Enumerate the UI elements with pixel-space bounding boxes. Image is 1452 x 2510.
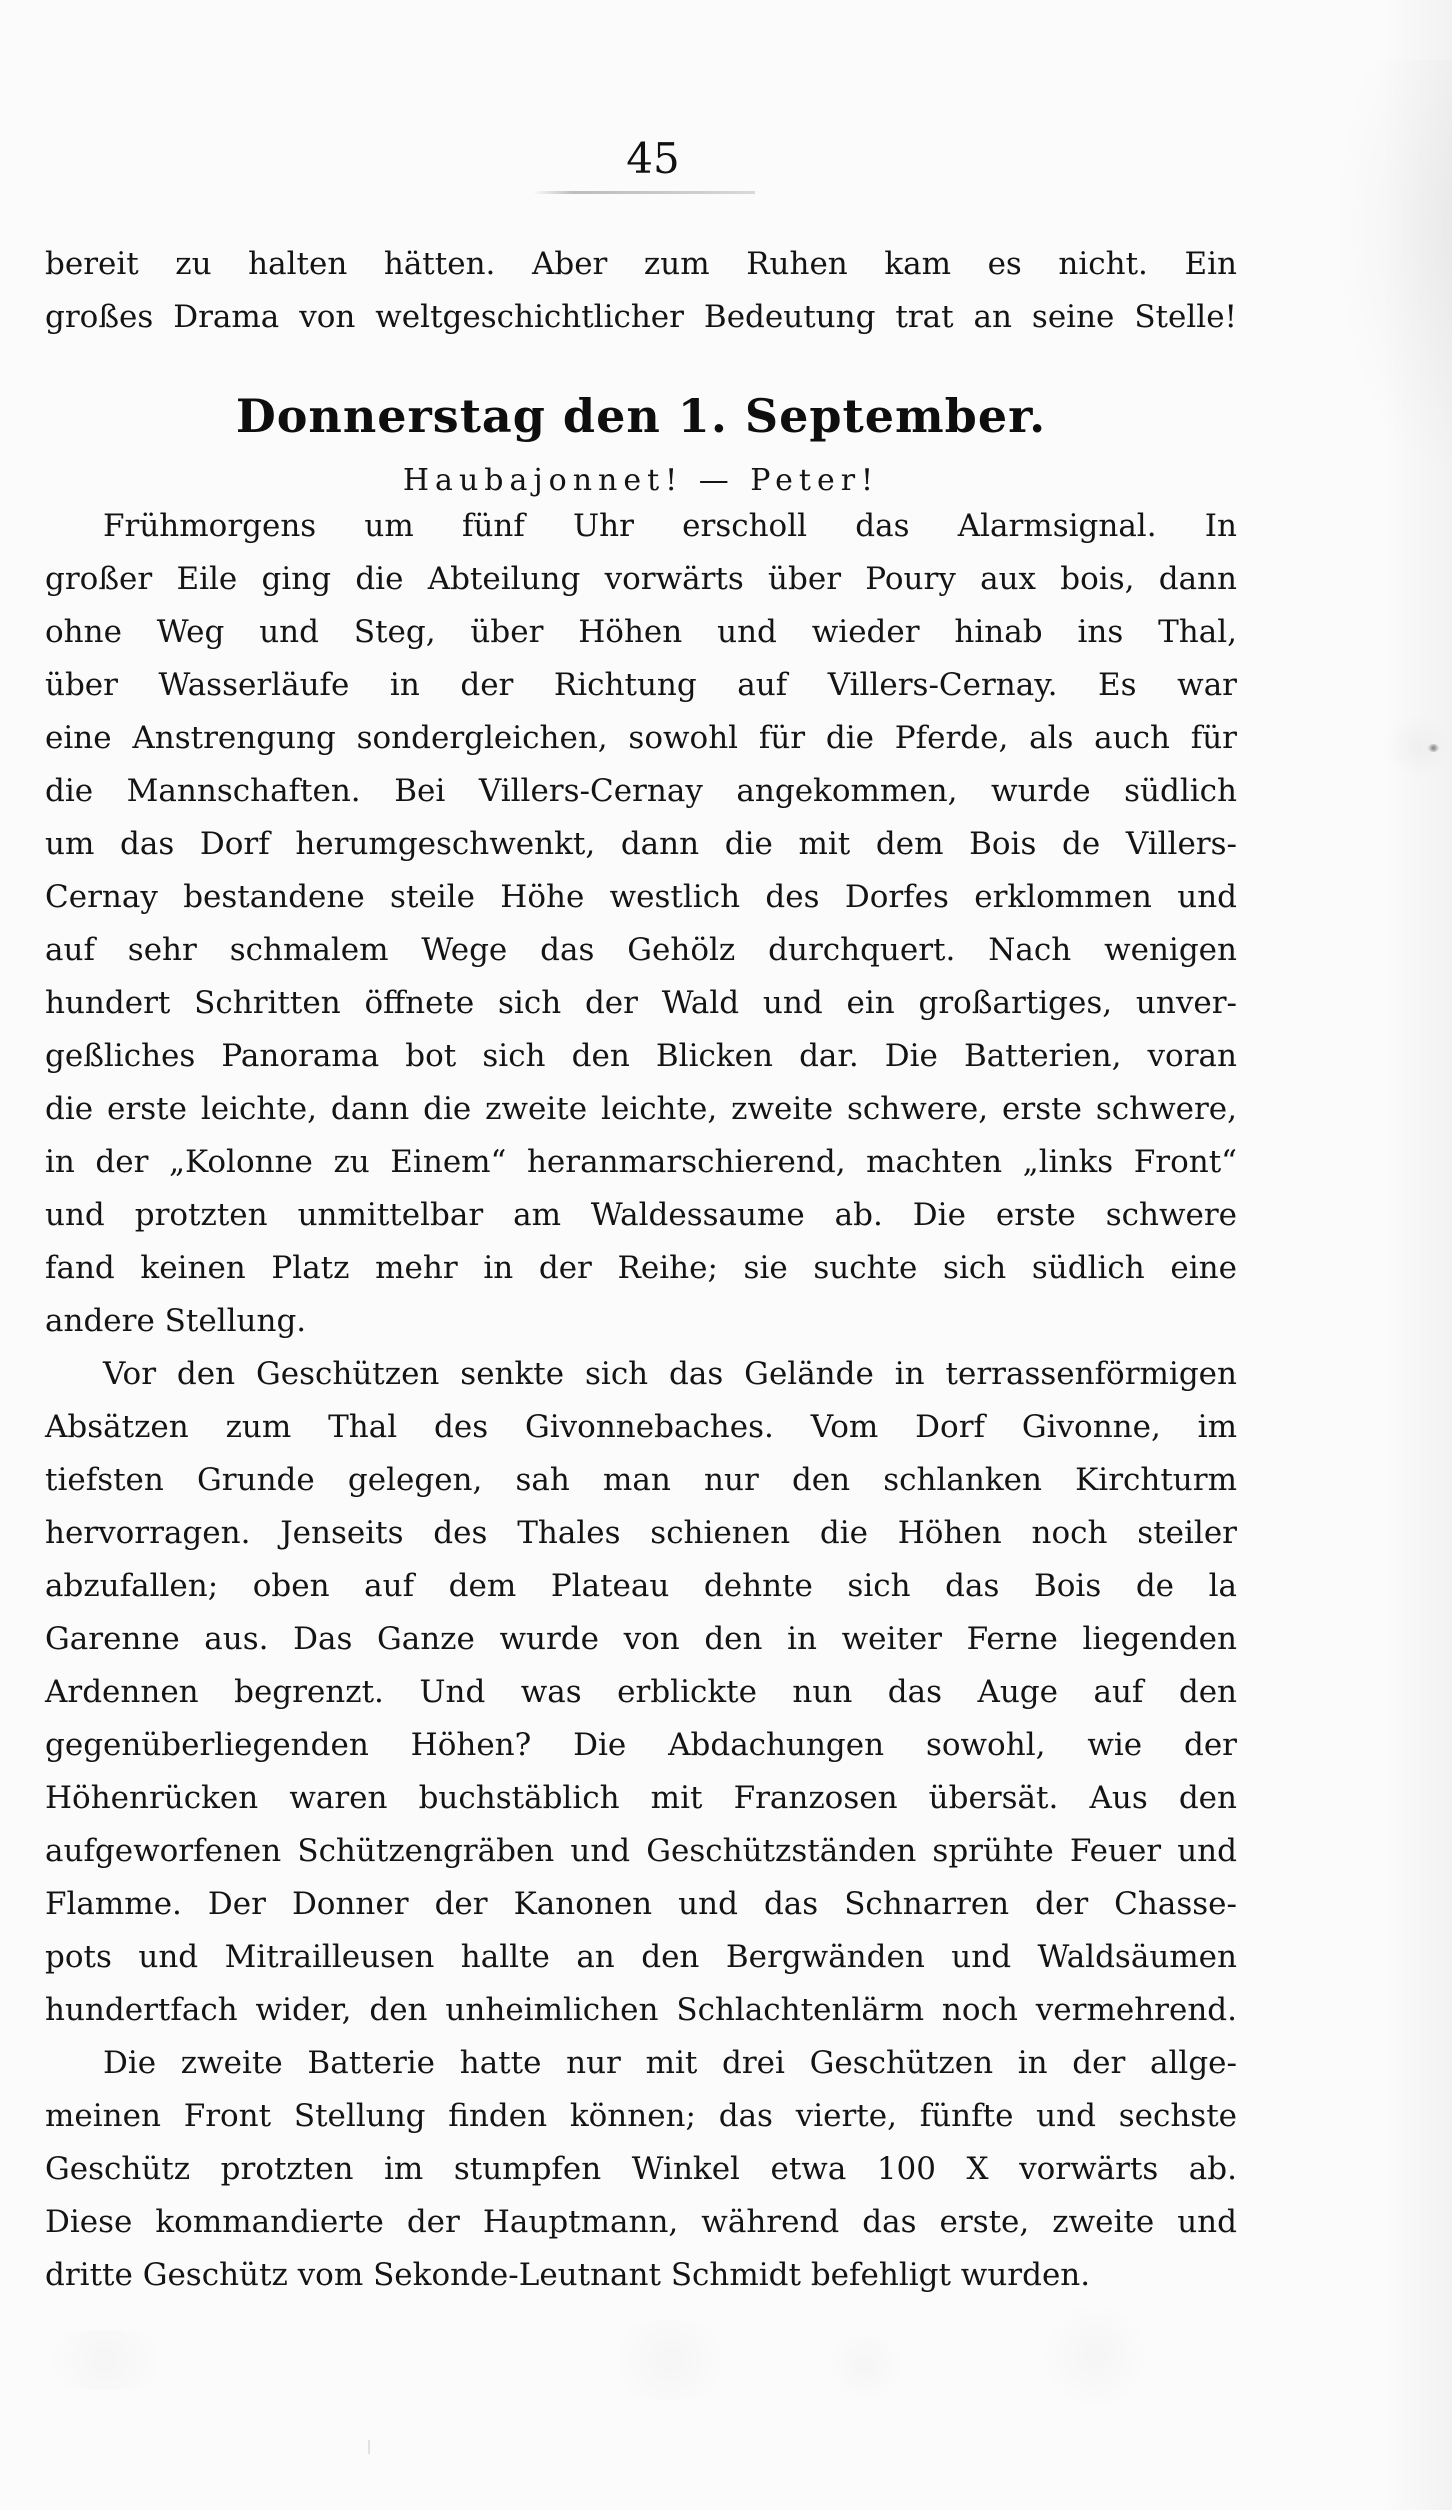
text-line: geßliches Panorama bot sich den Blicken dar. Die Batterien, voran xyxy=(45,1038,1237,1074)
text-line: um das Dorf herumgeschwenkt, dann die mit dem Bois de Villers- xyxy=(45,826,1237,862)
scan-mark xyxy=(368,2440,370,2454)
text-line: hundertfach wider, den unheimlichen Schlachtenlärm noch vermehrend. xyxy=(45,1992,1237,2028)
paragraph-panorama xyxy=(45,1348,1237,2037)
text-line: andere Stellung. xyxy=(45,1303,307,1339)
text-line: dritte Geschütz vom Sekonde-Leutnant Schmidt befehligt wurden. xyxy=(45,2257,1091,2293)
text-line: Frühmorgens um fünf Uhr erscholl das Alarmsignal. In xyxy=(103,508,1237,544)
chapter-heading: Donnerstag den 1. September. xyxy=(235,389,1047,443)
text-line: die erste leichte, dann die zweite leichte, zweite schwere, erste schwere, xyxy=(45,1091,1237,1127)
text-line: hundert Schritten öffnete sich der Wald und ein großartiges, unver- xyxy=(45,985,1237,1021)
text-line: Diese kommandierte der Hauptmann, während das erste, zweite und xyxy=(45,2204,1237,2240)
scan-ink-fleck xyxy=(1428,744,1439,752)
page-number-rule xyxy=(533,191,755,194)
text-line: großes Drama von weltgeschichtlicher Bedeutung trat an seine Stelle! xyxy=(45,299,1237,335)
scan-smudge xyxy=(1384,716,1452,778)
text-line: auf sehr schmalem Wege das Gehölz durchquert. Nach wenigen xyxy=(45,932,1237,968)
paragraph-continuation xyxy=(45,238,1237,344)
scan-smudge xyxy=(1040,2300,1150,2410)
text-line: bereit zu halten hätten. Aber zum Ruhen kam es nicht. Ein xyxy=(45,246,1237,282)
text-line: pots und Mitrailleusen hallte an den Bergwänden und Waldsäumen xyxy=(45,1939,1237,1975)
text-line: Geschütz protzten im stumpfen Winkel etwa 100 X vorwärts ab. xyxy=(45,2151,1237,2187)
scan-smudge xyxy=(30,2330,180,2390)
text-line: fand keinen Platz mehr in der Reihe; sie suchte sich südlich eine xyxy=(45,1250,1237,1286)
text-line: Vor den Geschützen senkte sich das Gelände in terrassenförmigen xyxy=(103,1356,1237,1392)
scan-smudge xyxy=(600,2320,740,2400)
paragraph-morning-march xyxy=(45,500,1237,1348)
text-line: Absätzen zum Thal des Givonnebaches. Vom Dorf Givonne, im xyxy=(45,1409,1237,1445)
text-line: Flamme. Der Donner der Kanonen und das Schnarren der Chasse- xyxy=(45,1886,1237,1922)
scan-smudge xyxy=(820,2335,910,2395)
page-number: 45 xyxy=(626,134,680,183)
text-line: gegenüberliegenden Höhen? Die Abdachungen sowohl, wie der xyxy=(45,1727,1237,1763)
paragraph-second-battery xyxy=(45,2037,1237,2302)
text-line: hervorragen. Jenseits des Thales schienen die Höhen noch steiler xyxy=(45,1515,1237,1551)
text-line: ohne Weg und Steg, über Höhen und wieder hinab ins Thal, xyxy=(45,614,1237,650)
text-line: über Wasserläufe in der Richtung auf Villers-Cernay. Es war xyxy=(45,667,1237,703)
text-line: Cernay bestandene steile Höhe westlich des Dorfes erklommen und xyxy=(45,879,1237,915)
text-line: eine Anstrengung sondergleichen, sowohl für die Pferde, als auch für xyxy=(45,720,1237,756)
text-line: die Mannschaften. Bei Villers-Cernay angekommen, wurde südlich xyxy=(45,773,1237,809)
text-line: und protzten unmittelbar am Waldessaume ab. Die erste schwere xyxy=(45,1197,1237,1233)
scan-corner-shading xyxy=(1332,60,1452,480)
text-line: abzufallen; oben auf dem Plateau dehnte sich das Bois de la xyxy=(45,1568,1237,1604)
text-line: Die zweite Batterie hatte nur mit drei Geschützen in der allge- xyxy=(103,2045,1237,2081)
text-line: Höhenrücken waren buchstäblich mit Franzosen übersät. Aus den xyxy=(45,1780,1237,1816)
text-line: meinen Front Stellung finden können; das vierte, fünfte und sechste xyxy=(45,2098,1237,2134)
text-line: in der „Kolonne zu Einem“ heranmarschierend, machten „links Front“ xyxy=(45,1144,1237,1180)
text-line: großer Eile ging die Abteilung vorwärts über Poury aux bois, dann xyxy=(45,561,1237,597)
chapter-subheading: Haubajonnet! — Peter! xyxy=(402,463,880,498)
text-line: Garenne aus. Das Ganze wurde von den in weiter Ferne liegenden xyxy=(45,1621,1237,1657)
text-line: tiefsten Grunde gelegen, sah man nur den schlanken Kirchturm xyxy=(45,1462,1237,1498)
text-line: aufgeworfenen Schützengräben und Geschützständen sprühte Feuer und xyxy=(45,1833,1237,1869)
text-line: Ardennen begrenzt. Und was erblickte nun das Auge auf den xyxy=(45,1674,1237,1710)
